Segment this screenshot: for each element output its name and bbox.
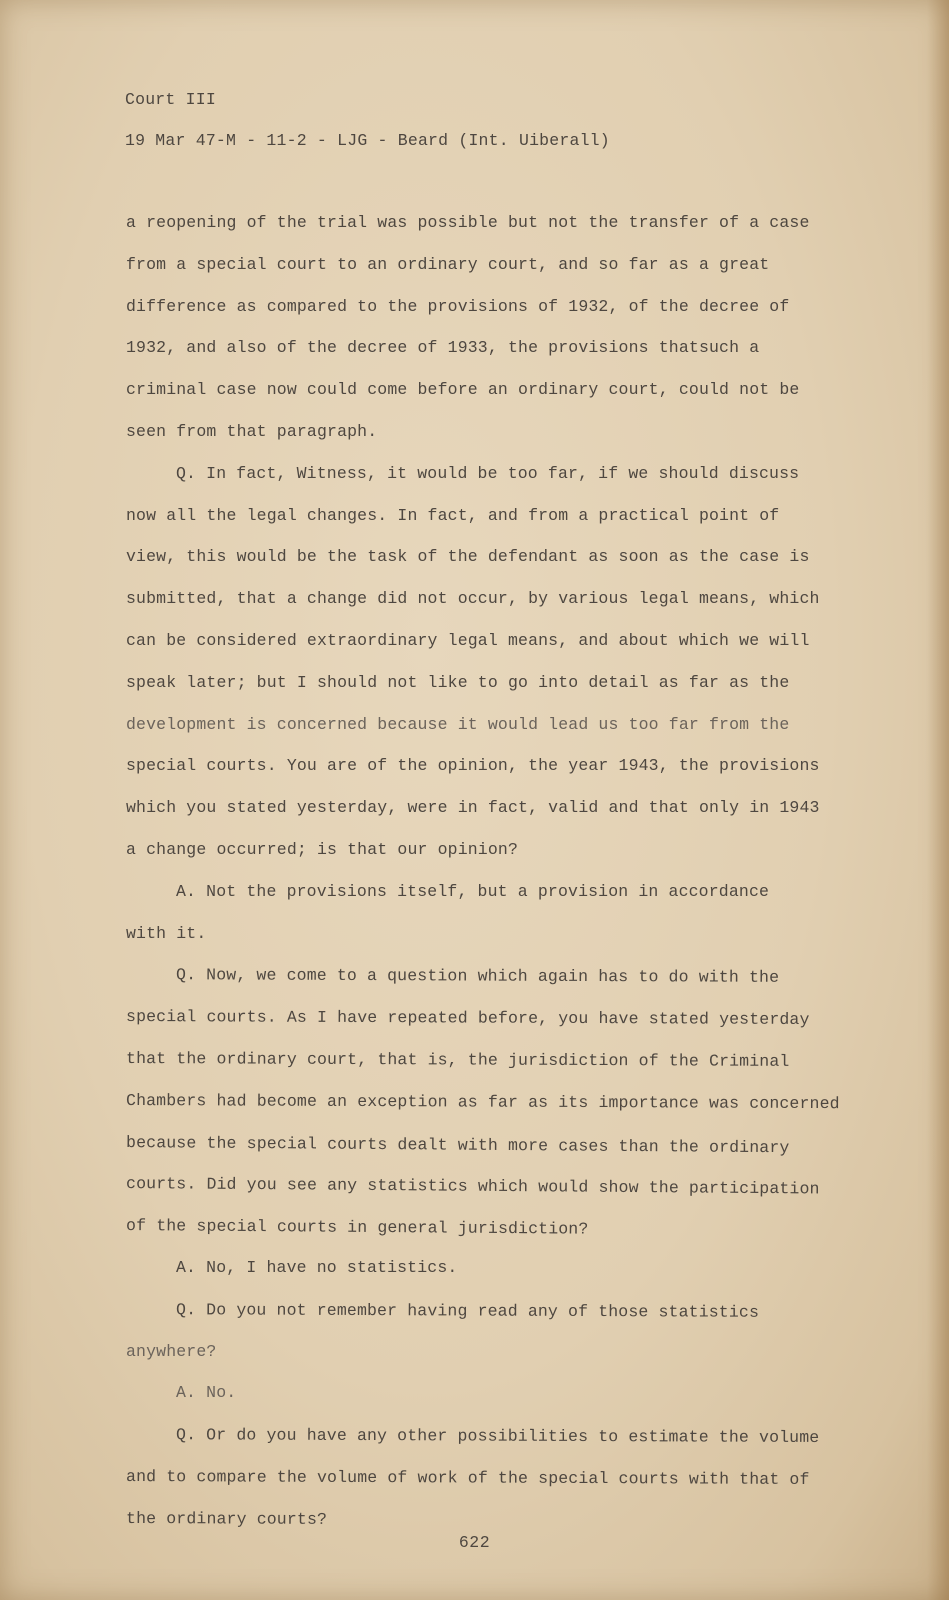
transcript-line: special courts. As I have repeated before, you have stated yesterday (126, 1007, 810, 1030)
transcript-line: A. No, I have no statistics. (176, 1257, 458, 1277)
transcript-line: now all the legal changes. In fact, and from a practical point of (126, 505, 780, 525)
transcript-line: Q. In fact, Witness, it would be too far, if we should discuss (176, 463, 800, 483)
transcript-line: that the ordinary court, that is, the jurisdiction of the Criminal (126, 1048, 790, 1071)
transcript-line: anywhere? (126, 1341, 217, 1361)
session-info: 19 Mar 47-M - 11-2 - LJG - Beard (Int. Uiberall) (125, 131, 610, 150)
transcript-line: Q. Or do you have any other possibilities to estimate the volume (176, 1425, 820, 1448)
transcript-line: 1932, and also of the decree of 1933, the provisions thatsuch a (126, 338, 760, 358)
transcript-line: a reopening of the trial was possible but not the transfer of a case (126, 213, 810, 232)
transcript-line: development is concerned because it would lead us too far from the (126, 714, 790, 734)
transcript-line: speak later; but I should not like to go into detail as far as the (126, 672, 790, 692)
transcript-line: A. No. (176, 1383, 237, 1403)
transcript-body (126, 212, 856, 1550)
transcript-line: from a special court to an ordinary court, and so far as a great (126, 254, 770, 274)
transcript-line: view, this would be the task of the defendant as soon as the case is (126, 547, 810, 567)
page-number: 622 (458, 1533, 491, 1552)
transcript-line: A. Not the provisions itself, but a provision in accordance (176, 881, 770, 901)
transcript-line: courts. Did you see any statistics which would show the participation (126, 1174, 820, 1199)
transcript-line: with it. (126, 923, 207, 943)
transcript-line: seen from that paragraph. (126, 421, 378, 441)
transcript-line: and to compare the volume of work of the special courts with that of (126, 1466, 810, 1489)
transcript-line: Q. Now, we come to a question which again has to do with the (176, 965, 780, 988)
transcript-line: of the special courts in general jurisdiction? (126, 1216, 589, 1239)
transcript-line: the ordinary courts? (126, 1508, 328, 1529)
transcript-line: special courts. You are of the opinion, the year 1943, the provisions (126, 756, 820, 776)
transcript-line: submitted, that a change did not occur, by various legal means, which (126, 589, 820, 609)
court-label: Court III (125, 90, 216, 109)
transcript-line: because the special courts dealt with more cases than the ordinary (126, 1132, 790, 1157)
transcript-line: Q. Do you not remember having read any of those statistics (176, 1299, 760, 1322)
transcript-line: which you stated yesterday, were in fact, valid and that only in 1943 (126, 798, 820, 818)
transcript-line: criminal case now could come before an ordinary court, could not be (126, 380, 800, 400)
transcript-line: a change occurred; is that our opinion? (126, 839, 519, 859)
page-edge-shadow (927, 0, 949, 1600)
transcript-line: difference as compared to the provisions of 1932, of the decree of (126, 296, 790, 316)
transcript-line: Chambers had become an exception as far as its importance was concerned (126, 1090, 840, 1113)
transcript-line: can be considered extraordinary legal means, and about which we will (126, 630, 810, 650)
